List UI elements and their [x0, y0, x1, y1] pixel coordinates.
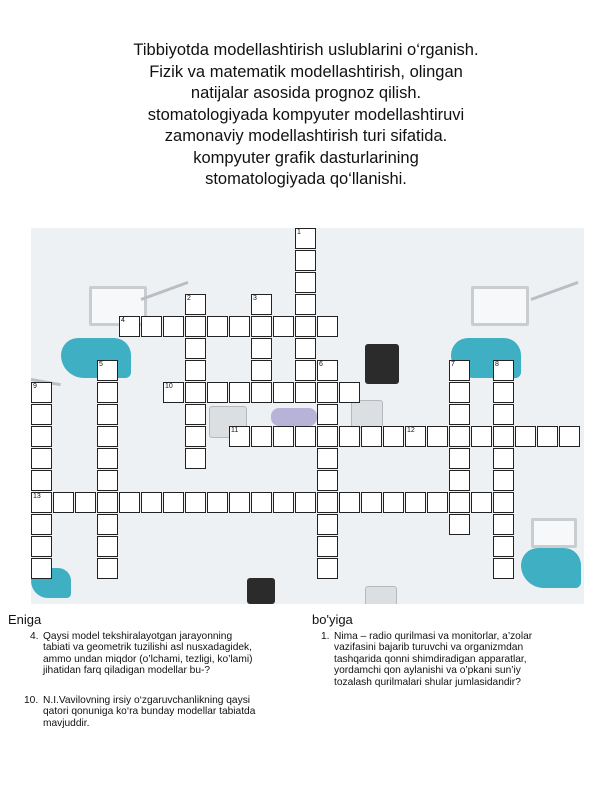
worksheet-title	[70, 40, 542, 191]
crossword-cell[interactable]	[53, 492, 74, 513]
crossword-cell[interactable]	[317, 448, 338, 469]
clue-line: yordamchi qon aylanishi va o’pkani sun’iy	[334, 665, 521, 677]
title-line: Fizik va matematik modellashtirish, olingan	[149, 62, 463, 81]
monitor-icon	[471, 286, 529, 326]
crossword-cell[interactable]	[295, 272, 316, 293]
crossword-cell[interactable]	[185, 360, 206, 381]
crossword-cell[interactable]	[559, 426, 580, 447]
crossword-cell[interactable]	[317, 536, 338, 557]
clue-line: mavjuddir.	[43, 717, 90, 729]
crossword-cell[interactable]	[471, 426, 492, 447]
crossword-cell[interactable]	[97, 448, 118, 469]
title-line: stomatologiyada kompyuter modellashtiruvi	[147, 105, 465, 124]
crossword-cell[interactable]	[317, 470, 338, 491]
crossword-cell[interactable]	[97, 470, 118, 491]
crossword-cell[interactable]	[31, 536, 52, 557]
crossword-cell[interactable]	[273, 492, 294, 513]
crossword-cell[interactable]	[493, 448, 514, 469]
dental-device-icon	[365, 344, 399, 384]
clue-line: jihatidan farq qiladigan modellar bu-?	[43, 665, 211, 677]
crossword-cell[interactable]	[361, 492, 382, 513]
crossword-cell[interactable]	[185, 426, 206, 447]
title-line: natijalar asosida prognoz qilish.	[190, 84, 422, 102]
crossword-cell[interactable]	[493, 426, 514, 447]
dental-device-icon	[365, 586, 397, 604]
crossword-cell[interactable]	[185, 492, 206, 513]
clue-number-label: 1	[297, 229, 301, 236]
crossword-cell[interactable]	[273, 316, 294, 337]
crossword-cell[interactable]	[295, 250, 316, 271]
crossword-cell[interactable]	[493, 470, 514, 491]
crossword-cell[interactable]	[449, 448, 470, 469]
clue-number-label: 5	[99, 361, 103, 368]
monitor-icon	[531, 518, 577, 548]
crossword-cell[interactable]	[207, 382, 228, 403]
clue-number-label: 10	[165, 383, 173, 390]
crossword-cell[interactable]	[317, 558, 338, 579]
across-clue-10	[24, 695, 256, 729]
title-line: zamonaviy modellashtirish turi sifatida.	[164, 127, 448, 145]
clue-number: 1.	[321, 631, 330, 642]
clue-line: tashqarida qonni shimdiradigan apparatlar,	[334, 653, 527, 665]
crossword-cell[interactable]	[97, 558, 118, 579]
crossword-cell[interactable]	[207, 316, 228, 337]
crossword-cell[interactable]	[295, 316, 316, 337]
crossword-cell[interactable]	[273, 426, 294, 447]
crossword-cell[interactable]	[251, 492, 272, 513]
crossword-cell[interactable]	[317, 316, 338, 337]
clue-number-label: 13	[33, 493, 41, 500]
dental-arm-icon	[530, 281, 578, 301]
clue-line: Nima – radio qurilmasi va monitorlar, a’zolar	[334, 631, 533, 642]
crossword-cell[interactable]	[449, 492, 470, 513]
crossword-cell[interactable]	[493, 382, 514, 403]
crossword-cell[interactable]	[317, 514, 338, 535]
crossword-cell[interactable]	[383, 492, 404, 513]
crossword-cell[interactable]	[31, 404, 52, 425]
crossword-cell[interactable]	[317, 492, 338, 513]
crossword-cell[interactable]	[97, 536, 118, 557]
crossword-cell[interactable]	[295, 338, 316, 359]
crossword-cell[interactable]	[229, 492, 250, 513]
across-clue-4	[30, 631, 253, 677]
clue-line: qatori qonuniga ko‘ra bunday modellar tabiatda	[43, 706, 256, 718]
crossword-cell[interactable]	[295, 294, 316, 315]
clue-number-label: 8	[495, 361, 499, 368]
crossword-cell[interactable]	[515, 426, 536, 447]
crossword-cell[interactable]	[229, 316, 250, 337]
dental-arm-icon	[140, 281, 188, 301]
crossword-cell[interactable]	[251, 382, 272, 403]
crossword-cell[interactable]	[97, 382, 118, 403]
dental-device-icon	[351, 400, 383, 428]
crossword-cell[interactable]	[273, 382, 294, 403]
crossword-cell[interactable]	[493, 558, 514, 579]
clue-number-label: 2	[187, 295, 191, 302]
crossword-cell[interactable]	[537, 426, 558, 447]
crossword-cell[interactable]	[471, 492, 492, 513]
crossword-cell[interactable]	[163, 316, 184, 337]
crossword-cell[interactable]	[251, 316, 272, 337]
crossword-cell[interactable]	[493, 492, 514, 513]
clue-number-label: 6	[319, 361, 323, 368]
clue-number: 10.	[24, 695, 39, 706]
dental-chair-icon	[521, 548, 581, 588]
crossword-cell[interactable]	[229, 382, 250, 403]
crossword-cell[interactable]	[295, 382, 316, 403]
crossword-cell[interactable]	[31, 514, 52, 535]
dental-device-icon	[271, 408, 317, 426]
across-heading: Eniga	[8, 612, 42, 627]
crossword-cell[interactable]	[339, 492, 360, 513]
crossword-cell[interactable]	[31, 448, 52, 469]
crossword-cell[interactable]	[31, 426, 52, 447]
title-line: Tibbiyotda modellashtirish uslublarini o‘rganish.	[133, 41, 479, 59]
crossword-cell[interactable]	[493, 514, 514, 535]
clue-line: ammo undan miqdor (o’lchami, tezligi, ko’lami)	[43, 653, 253, 665]
dental-chair-icon	[61, 338, 131, 378]
crossword-cell[interactable]	[339, 382, 360, 403]
crossword-cell[interactable]	[427, 492, 448, 513]
clue-line: N.I.Vavilovning irsiy o‘zgaruvchanlikning qaysi	[43, 695, 251, 706]
crossword-cell[interactable]	[141, 492, 162, 513]
crossword-cell[interactable]	[295, 360, 316, 381]
crossword-cell[interactable]	[383, 426, 404, 447]
crossword-cell[interactable]	[405, 492, 426, 513]
crossword-cell[interactable]	[493, 404, 514, 425]
crossword-cell[interactable]	[31, 558, 52, 579]
crossword-cell[interactable]	[185, 316, 206, 337]
crossword-cell[interactable]	[317, 404, 338, 425]
crossword-cell[interactable]	[185, 404, 206, 425]
crossword-cell[interactable]	[361, 426, 382, 447]
crossword-cell[interactable]	[97, 492, 118, 513]
crossword-cell[interactable]	[75, 492, 96, 513]
crossword-cell[interactable]	[449, 382, 470, 403]
crossword-cell[interactable]	[251, 360, 272, 381]
crossword-cell[interactable]	[185, 382, 206, 403]
crossword-cell[interactable]	[493, 536, 514, 557]
crossword-cell[interactable]	[31, 470, 52, 491]
crossword-cell[interactable]	[119, 492, 140, 513]
crossword-cell[interactable]	[317, 426, 338, 447]
crossword-cell[interactable]	[97, 426, 118, 447]
crossword-cell[interactable]	[427, 426, 448, 447]
crossword-cell[interactable]	[251, 338, 272, 359]
title-line: stomatologiyada qo‘llanishi.	[205, 170, 407, 188]
clue-line: tozalash qurilmalari shular jumlasidandir?	[334, 676, 521, 688]
crossword-cell[interactable]	[449, 514, 470, 535]
crossword-cell[interactable]	[317, 382, 338, 403]
crossword-cell[interactable]	[449, 404, 470, 425]
crossword-cell[interactable]	[251, 426, 272, 447]
crossword-cell[interactable]	[295, 492, 316, 513]
clue-number-label: 4	[121, 317, 125, 324]
clue-number-label: 12	[407, 427, 415, 434]
clue-number-label: 7	[451, 361, 455, 368]
clue-line: Qaysi model tekshiralayotgan jarayonning	[43, 631, 233, 642]
title-line: kompyuter grafik dasturlarining	[193, 148, 419, 167]
clue-number-label: 11	[231, 427, 239, 434]
clue-line: tabiati va geometrik tuzilishi asl nusxadagidek,	[43, 642, 252, 654]
dental-device-icon	[247, 578, 275, 604]
crossword-cell[interactable]	[163, 492, 184, 513]
crossword-cell[interactable]	[295, 426, 316, 447]
crossword-cell[interactable]	[449, 470, 470, 491]
down-clue-1	[321, 631, 533, 688]
clue-number-label: 3	[253, 295, 257, 302]
clue-number-label: 9	[33, 383, 37, 390]
clue-line: vazifasini bajarib turuvchi va organizmdan	[334, 642, 524, 654]
crossword-cell[interactable]	[449, 426, 470, 447]
crossword-cell[interactable]	[185, 338, 206, 359]
crossword-cell[interactable]	[141, 316, 162, 337]
crossword-cell[interactable]	[97, 404, 118, 425]
crossword-cell[interactable]	[339, 426, 360, 447]
crossword-cell[interactable]	[185, 448, 206, 469]
clue-number: 4.	[30, 631, 39, 642]
crossword-cell[interactable]	[97, 514, 118, 535]
crossword-cell[interactable]	[207, 492, 228, 513]
down-heading: bo'yiga	[312, 612, 353, 627]
crossword-board	[31, 228, 584, 604]
